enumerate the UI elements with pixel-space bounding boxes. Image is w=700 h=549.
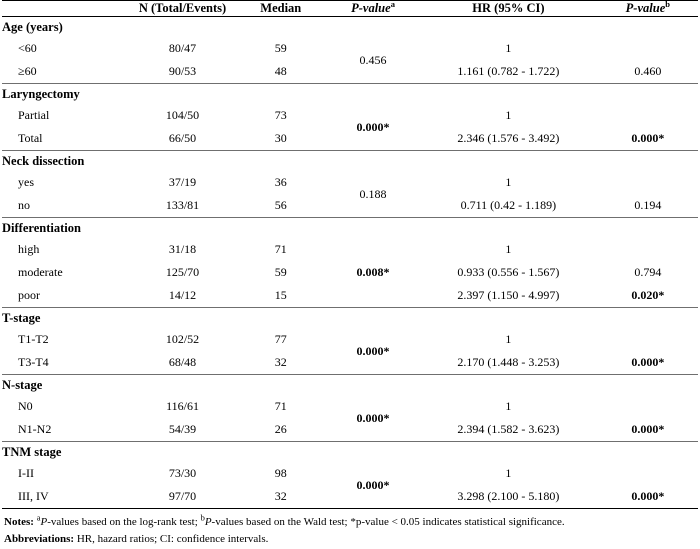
row-pvalue-wald: 0.794 (634, 265, 662, 279)
row-hazard-ratio: 2.397 (1.150 - 4.997) (457, 288, 560, 302)
header-pvalue-a-text: P-value (351, 1, 391, 15)
notes-label: Notes: (4, 516, 34, 528)
header-median: Median (260, 1, 302, 15)
group-pvalue-logrank: 0.000* (356, 343, 390, 358)
row-pvalue-wald (598, 238, 698, 261)
group-header-row (2, 442, 698, 463)
table-row (2, 104, 698, 127)
group-header-row (2, 17, 698, 38)
row-hazard-ratio: 2.346 (1.576 - 3.492) (457, 131, 560, 145)
row-hazard-ratio: 1.161 (0.782 - 1.722) (457, 64, 560, 78)
notes-italic-p-2: P (204, 516, 212, 528)
row-median: 71 (274, 242, 287, 256)
row-median: 59 (274, 41, 287, 55)
row-n-total-events: 73/30 (168, 466, 197, 480)
row-hazard-ratio: 1 (505, 108, 512, 122)
group-header-row (2, 218, 698, 239)
row-median: 26 (274, 422, 287, 436)
row-n-total-events: 97/70 (168, 489, 197, 503)
table-notes (2, 509, 700, 547)
row-pvalue-wald: 0.000* (631, 355, 665, 369)
row-pvalue-wald (598, 395, 698, 418)
row-level-label: <60 (18, 41, 37, 55)
group-label: TNM stage (2, 442, 698, 463)
row-level-label: T3-T4 (18, 355, 49, 369)
row-pvalue-wald: 0.000* (631, 131, 665, 145)
table-row (2, 238, 698, 261)
header-variable (2, 1, 130, 16)
row-median: 71 (274, 399, 287, 413)
group-pvalue-logrank: 0.000* (356, 119, 390, 134)
table-body (2, 17, 698, 509)
group-pvalue-logrank: 0.188 (359, 186, 387, 201)
group-label: N-stage (2, 375, 698, 396)
row-hazard-ratio: 3.298 (2.100 - 5.180) (457, 489, 560, 503)
row-hazard-ratio: 1 (505, 466, 512, 480)
row-level-label: yes (18, 175, 34, 189)
row-pvalue-wald: 0.000* (631, 489, 665, 503)
header-hr-ci: HR (95% CI) (472, 1, 545, 15)
abbreviations-label: Abbreviations: (4, 532, 75, 545)
row-n-total-events: 37/19 (168, 175, 197, 189)
row-pvalue-wald (598, 104, 698, 127)
row-level-label: N0 (18, 399, 33, 413)
row-n-total-events: 104/50 (165, 108, 200, 122)
table-row (2, 37, 698, 60)
row-median: 15 (274, 288, 287, 302)
row-hazard-ratio: 0.711 (0.42 - 1.189) (460, 198, 557, 212)
row-level-label: no (18, 198, 30, 212)
row-median: 32 (274, 355, 287, 369)
row-hazard-ratio: 1 (505, 332, 512, 346)
row-median: 73 (274, 108, 287, 122)
group-header-row (2, 308, 698, 329)
row-n-total-events: 102/52 (165, 332, 200, 346)
notes-text-2: -values based on the Wald test; *p-value < 0.05 indicates statistical significance. (211, 516, 565, 528)
row-n-total-events: 54/39 (168, 422, 197, 436)
row-median: 98 (274, 466, 287, 480)
table-row (2, 328, 698, 351)
row-n-total-events: 133/81 (165, 198, 200, 212)
group-label: Age (years) (2, 20, 63, 34)
row-level-label: N1-N2 (18, 422, 52, 436)
abbreviations-line (4, 532, 696, 547)
row-hazard-ratio: 2.170 (1.448 - 3.253) (457, 355, 560, 369)
row-level-label: Total (18, 131, 43, 145)
row-median: 32 (274, 489, 287, 503)
notes-superscript-a: a (36, 512, 41, 523)
row-median: 77 (274, 332, 287, 346)
group-label: Differentiation (2, 218, 698, 239)
abbreviations-text: HR, hazard ratios; CI: confidence intervals. (76, 532, 269, 545)
row-hazard-ratio: 1 (505, 242, 512, 256)
row-n-total-events: 90/53 (168, 64, 197, 78)
row-level-label: T1-T2 (18, 332, 49, 346)
notes-line (4, 512, 696, 530)
row-n-total-events: 14/12 (168, 288, 197, 302)
header-pvalue-b-superscript: b (665, 0, 670, 9)
row-pvalue-wald: 0.194 (634, 198, 662, 212)
row-pvalue-wald (598, 37, 698, 60)
row-hazard-ratio: 2.394 (1.582 - 3.623) (457, 422, 560, 436)
survival-analysis-table (2, 0, 698, 509)
row-n-total-events: 66/50 (168, 131, 197, 145)
row-n-total-events: 31/18 (168, 242, 197, 256)
group-label: Laryngectomy (2, 84, 698, 105)
table-row (2, 462, 698, 485)
row-n-total-events: 116/61 (166, 399, 199, 413)
row-hazard-ratio: 1 (505, 175, 512, 189)
group-header-row (2, 84, 698, 105)
row-median: 36 (274, 175, 287, 189)
table-row (2, 395, 698, 418)
row-median: 30 (274, 131, 287, 145)
row-pvalue-wald: 0.020* (631, 288, 665, 302)
group-header-row (2, 151, 698, 172)
row-level-label: poor (18, 288, 40, 302)
row-pvalue-wald (598, 328, 698, 351)
row-level-label: III, IV (18, 489, 49, 503)
row-level-label: ≥60 (18, 64, 37, 78)
table-row (2, 171, 698, 194)
group-pvalue-logrank: 0.000* (356, 477, 390, 492)
row-median: 59 (274, 265, 287, 279)
header-pvalue-a-superscript: a (390, 0, 395, 9)
table-header-row (2, 1, 698, 16)
row-hazard-ratio: 1 (505, 41, 512, 55)
row-median: 48 (274, 64, 287, 78)
row-pvalue-wald (598, 462, 698, 485)
row-level-label: moderate (18, 265, 63, 279)
group-header-row (2, 375, 698, 396)
group-pvalue-logrank: 0.008* (356, 265, 390, 279)
notes-superscript-b: b (200, 512, 205, 523)
notes-text-1: -values based on the log-rank test; (47, 516, 201, 528)
group-label: T-stage (2, 308, 698, 329)
row-n-total-events: 68/48 (168, 355, 197, 369)
row-pvalue-wald: 0.000* (631, 422, 665, 436)
header-pvalue-b-text: P-value (625, 1, 666, 15)
row-level-label: Partial (18, 108, 50, 122)
row-median: 56 (274, 198, 287, 212)
header-pvalue-a (327, 1, 419, 16)
header-pvalue-b (598, 1, 698, 16)
row-hazard-ratio: 1 (505, 399, 512, 413)
row-level-label: I-II (18, 466, 34, 480)
row-pvalue-wald (598, 171, 698, 194)
row-n-total-events: 125/70 (165, 265, 200, 279)
header-n-total-events: N (Total/Events) (138, 1, 227, 15)
group-pvalue-logrank: 0.456 (359, 52, 387, 67)
row-n-total-events: 80/47 (168, 41, 197, 55)
notes-italic-p-1: P (40, 516, 48, 528)
group-pvalue-logrank: 0.000* (356, 410, 390, 425)
row-level-label: high (18, 242, 40, 256)
row-hazard-ratio: 0.933 (0.556 - 1.567) (457, 265, 560, 279)
row-pvalue-wald: 0.460 (634, 64, 662, 78)
group-label: Neck dissection (2, 151, 698, 172)
